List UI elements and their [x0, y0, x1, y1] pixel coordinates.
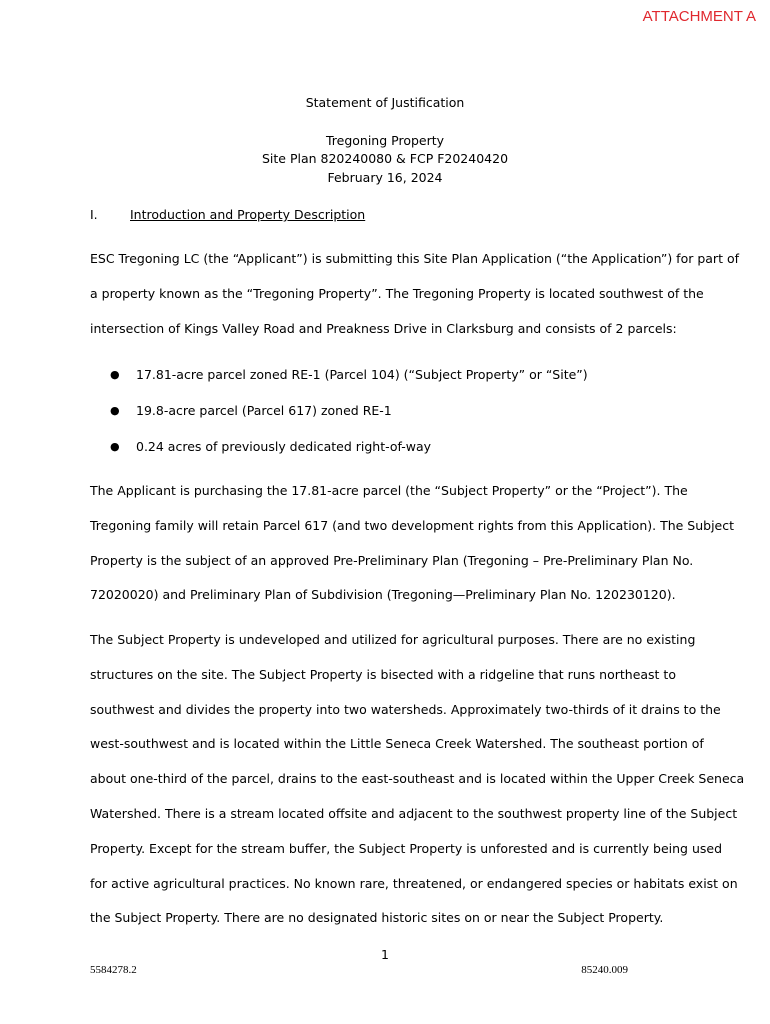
paragraph-line: the Subject Property. There are no designated historic sites on or near the Subject Property. [90, 910, 664, 926]
list-item-text: 19.8-acre parcel (Parcel 617) zoned RE-1 [136, 403, 392, 418]
parcel-list [110, 358, 588, 466]
paragraph-line: about one-third of the parcel, drains to the east-southeast and is located within the Upper Creek Seneca [90, 771, 745, 787]
paragraph-line: southwest and divides the property into two watersheds. Approximately two-thirds of it drains to the [90, 701, 721, 717]
paragraph-line: a property known as the “Tregoning Property”. The Tregoning Property is located southwest of the [90, 285, 704, 301]
bullet-icon: ● [110, 404, 120, 417]
attachment-label: ATTACHMENT A [642, 8, 756, 25]
paragraph-line: for active agricultural practices. No known rare, threatened, or endangered species or habitats exist on [90, 875, 738, 891]
paragraph-line: The Applicant is purchasing the 17.81-acre parcel (the “Subject Property” or the “Project”). The [90, 483, 688, 498]
list-item [110, 358, 588, 394]
document-date: February 16, 2024 [327, 170, 443, 185]
paragraph-line: The Subject Property is undeveloped and utilized for agricultural purposes. There are no existing [90, 632, 696, 647]
section-title: Introduction and Property Description [130, 207, 366, 222]
paragraph-line: ESC Tregoning LC (the “Applicant”) is submitting this Site Plan Application (“the Application”) for part of [90, 251, 739, 266]
file-number: 85240.009 [581, 964, 628, 976]
section-number: I. [90, 207, 98, 222]
paragraph-applicant [90, 474, 735, 613]
paragraph-line: structures on the site. The Subject Property is bisected with a ridgeline that runs northeast to [90, 666, 676, 682]
document-id: 5584278.2 [90, 964, 137, 976]
page-number: 1 [381, 947, 389, 962]
paragraph-intro [90, 242, 739, 346]
list-item-text: 0.24 acres of previously dedicated right-of-way [136, 439, 432, 454]
document-title: Statement of Justification [305, 95, 465, 110]
paragraph-site-description [90, 623, 745, 936]
property-name: Tregoning Property [325, 133, 445, 148]
paragraph-line: Property is the subject of an approved Pre-Preliminary Plan (Tregoning – Pre-Preliminary Plan No. [90, 552, 694, 568]
paragraph-line: intersection of Kings Valley Road and Preakness Drive in Clarksburg and consists of 2 parcels: [90, 320, 677, 336]
list-item [110, 430, 588, 466]
list-item-text: 17.81-acre parcel zoned RE-1 (Parcel 104) (“Subject Property” or “Site”) [136, 367, 588, 382]
paragraph-line: west-southwest and is located within the Little Seneca Creek Watershed. The southeast portion of [90, 736, 704, 752]
bullet-icon: ● [110, 368, 120, 381]
paragraph-line: Tregoning family will retain Parcel 617 (and two development rights from this Application). The Subject [90, 517, 735, 533]
paragraph-line: 72020020) and Preliminary Plan of Subdivision (Tregoning—Preliminary Plan No. 120230120). [90, 587, 676, 603]
bullet-icon: ● [110, 440, 120, 453]
paragraph-line: Property. Except for the stream buffer, the Subject Property is unforested and is currently being used [90, 840, 723, 856]
paragraph-line: Watershed. There is a stream located offsite and adjacent to the southwest property line of the Subject [90, 805, 738, 821]
list-item [110, 394, 588, 430]
plan-reference: Site Plan 820240080 & FCP F20240420 [261, 151, 509, 166]
